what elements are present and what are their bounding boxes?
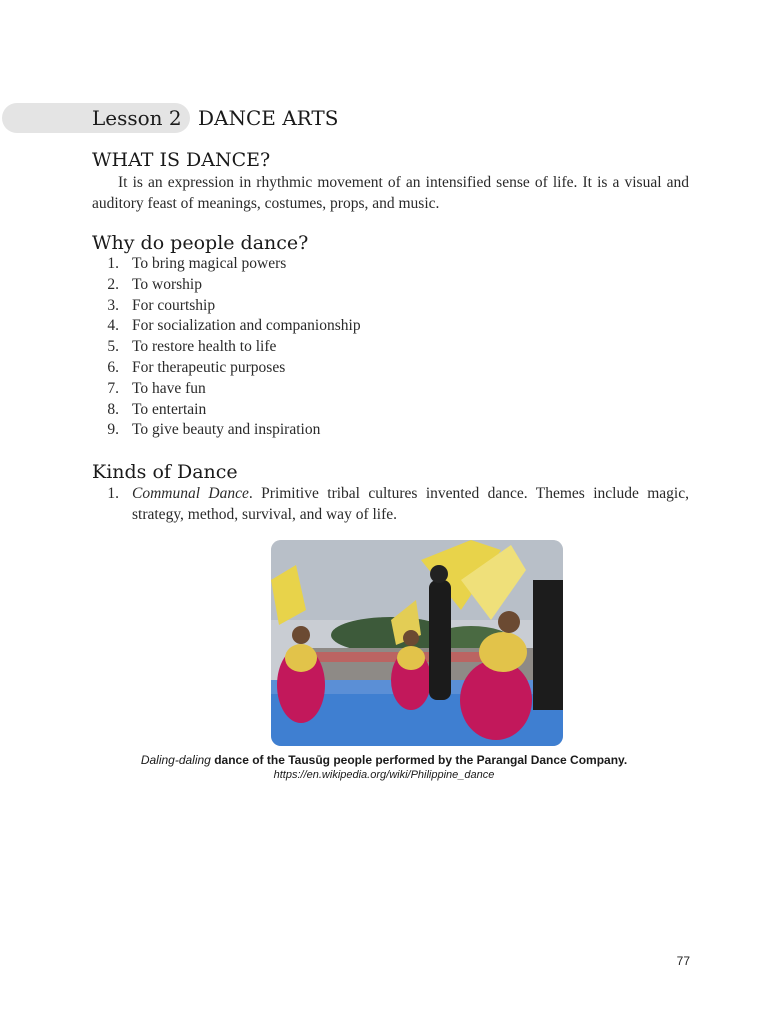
caption-dance-name: Daling-daling bbox=[140, 753, 211, 767]
lesson-title: DANCE ARTS bbox=[198, 106, 339, 130]
list-text: To worship bbox=[132, 275, 202, 293]
figure-source-url: https://en.wikipedia.org/wiki/Philippine_dance bbox=[273, 769, 495, 781]
heading-what-is-dance: WHAT IS DANCE? bbox=[92, 149, 271, 171]
list-item bbox=[92, 275, 652, 296]
list-item bbox=[92, 379, 652, 400]
list-number: 1. bbox=[107, 255, 119, 272]
list-item bbox=[92, 296, 652, 317]
caption-text: dance of the Tausūg people performed by the Parangal Dance Company. bbox=[210, 753, 628, 767]
list-text: To bring magical powers bbox=[132, 255, 287, 272]
list-item bbox=[92, 400, 652, 421]
heading-kinds-of-dance: Kinds of Dance bbox=[92, 461, 238, 483]
dance-photo bbox=[271, 540, 563, 746]
list-item bbox=[92, 316, 652, 337]
list-text: For socialization and companionship bbox=[132, 317, 361, 335]
list-number: 8. bbox=[107, 400, 119, 418]
list-item bbox=[92, 420, 652, 441]
list-number: 3. bbox=[107, 296, 119, 314]
figure-caption bbox=[90, 752, 678, 768]
list-number: 9. bbox=[107, 421, 119, 439]
lesson-number: Lesson 2 bbox=[92, 106, 182, 130]
list-text: For courtship bbox=[132, 296, 216, 314]
list-item bbox=[92, 254, 652, 275]
definition-text: It is an expression in rhythmic movement of an intensified sense of life. It is a visual and auditory feast of meanings, costumes, props, and music. bbox=[92, 174, 689, 212]
list-item bbox=[92, 484, 689, 526]
list-number: 5. bbox=[107, 338, 119, 356]
list-number: 7. bbox=[107, 379, 119, 397]
list-text: To restore health to life bbox=[132, 338, 277, 356]
list-number: 1. bbox=[107, 485, 119, 502]
dance-description: . Primitive tribal cultures invented dance. Themes include magic, strategy, method, survival, and way of life. bbox=[132, 485, 689, 523]
list-item bbox=[92, 337, 652, 358]
list-number: 4. bbox=[107, 317, 119, 335]
reasons-list bbox=[92, 254, 652, 441]
list-text: For therapeutic purposes bbox=[132, 358, 286, 376]
list-text: To have fun bbox=[132, 379, 206, 397]
list-text bbox=[132, 484, 689, 526]
page-number: 77 bbox=[676, 954, 690, 968]
definition-paragraph bbox=[92, 172, 689, 214]
list-text: To give beauty and inspiration bbox=[132, 421, 321, 439]
list-text: To entertain bbox=[132, 400, 207, 418]
kinds-list bbox=[92, 484, 689, 526]
heading-why-dance: Why do people dance? bbox=[92, 232, 309, 254]
list-item bbox=[92, 358, 652, 379]
dance-term: Communal Dance bbox=[132, 485, 249, 502]
list-number: 2. bbox=[107, 275, 119, 293]
list-number: 6. bbox=[107, 358, 119, 376]
